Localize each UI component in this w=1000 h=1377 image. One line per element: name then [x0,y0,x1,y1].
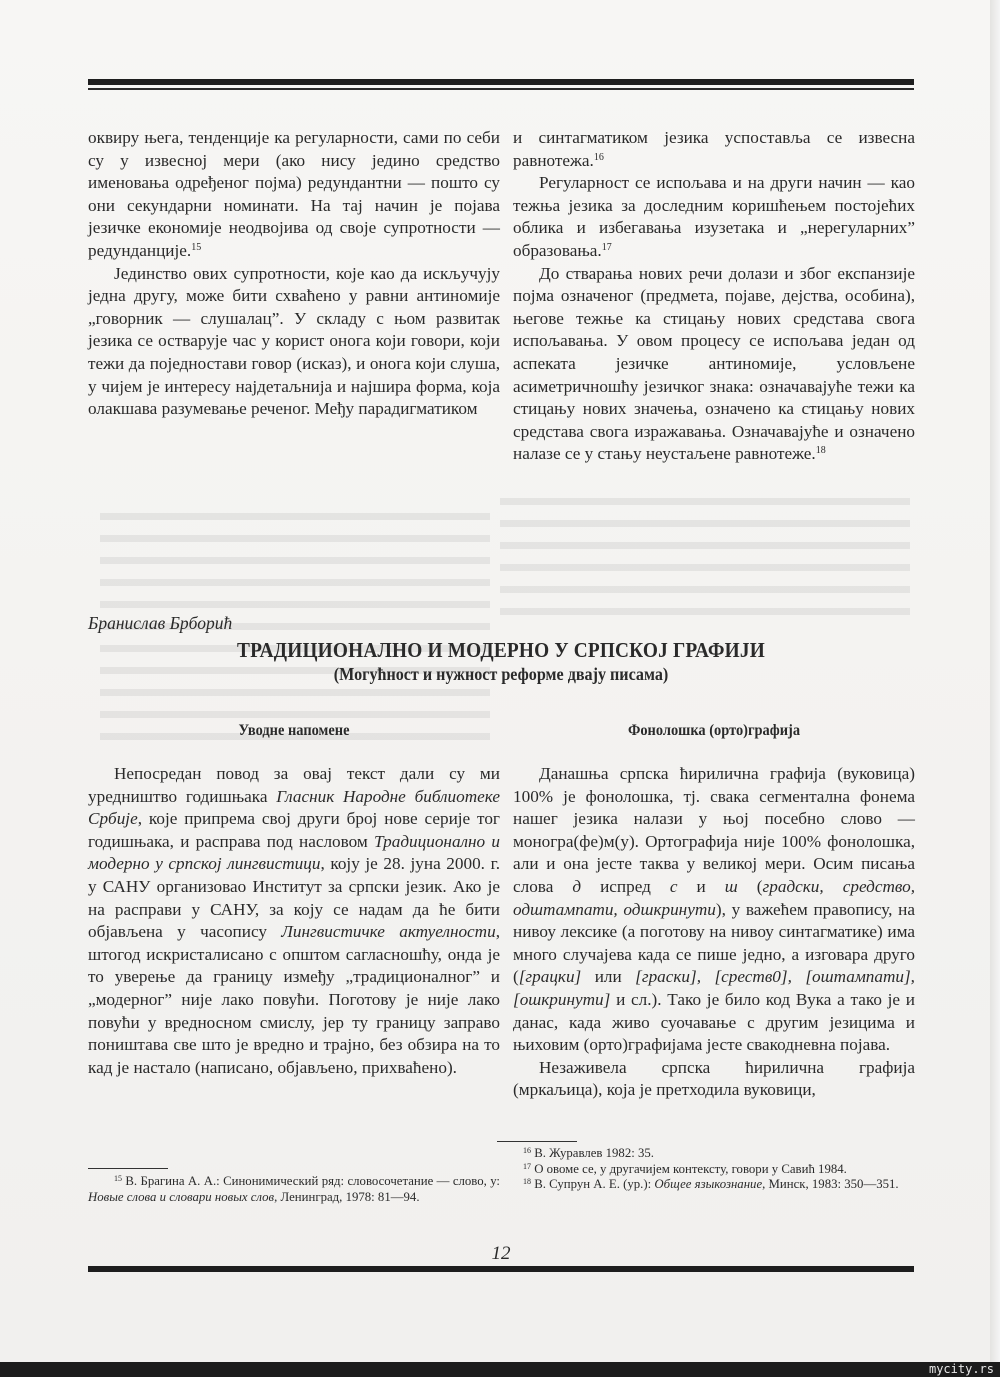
bottom-right-column [513,763,915,1102]
italic-text: с [669,876,678,896]
footnote-ref: 17 [601,241,612,253]
page-edge-shadow [990,0,1000,1362]
footnote-ref: 15 [114,1174,122,1183]
footnote [497,1177,910,1193]
footnote-ref: 17 [523,1161,531,1171]
footnote-ref: 16 [593,151,604,163]
body-text: В. Супрун А. Е. (ур.): [531,1177,655,1191]
footnote [497,1162,910,1178]
show-through-text [500,490,910,620]
body-text: В. Брагина А. А.: Синонимический ряд: словосочетание — слово, у: [122,1174,500,1188]
footnote [88,1174,500,1205]
paragraph [88,763,500,1079]
italic-text: Новые слова и словари новых слов [88,1189,275,1204]
header-rule-thick [88,79,914,85]
top-left-column [88,127,500,421]
body-text: испред [581,876,670,896]
section-heading-introduction: Уводне напомене [238,722,350,739]
footnote-ref: 18 [523,1177,531,1186]
italic-text: градски, средство, одштампати, одшкринути [513,876,916,919]
section-heading-phonological-orthography: Фонолошка (орто)графија [627,722,801,739]
footnote-separator-right [497,1141,577,1142]
footnotes-right [497,1146,910,1193]
body-text: и [677,876,725,896]
italic-text: [граски], [среств0], [оштампати], [ошкринути] [513,967,915,1009]
paragraph [513,1057,915,1102]
footnote [497,1146,910,1162]
paragraph [513,127,915,172]
body-text: В. Журавлев 1982: 35. [531,1146,654,1160]
body-text: Јединство ових супротности, које као да искључују једна другу, може бити схваћено у равни антиномије „говорник — слушалац”. У складу с њом развитак језика се остварује час у корист онога који говори, који тежи да поједностави говор (исказ), и онога који слуша, у чијем је интересу најдетаљнија и најшира форма, која олакшава разумевање реченог. Међу парадигматиком [88,263,500,419]
italic-text: Гласник Народне библиотеке Србије [88,786,500,829]
article-title: ТРАДИЦИОНАЛНО И МОДЕРНО У СРПСКОЈ ГРАФИЈИ [237,638,765,662]
article-author: Бранислав Брборић [88,613,233,633]
body-text: ( [737,876,763,896]
body-text: Непосредан повод за овај текст дали су ми уредништво годишњака [88,764,500,806]
page-number: 12 [491,1243,511,1264]
footnotes-left [88,1174,500,1205]
body-text: До стварања нових речи долази и због експанзије појма означеног (предмета, појаве, дејства, особина), његове тежње ка стицању нових средстава свога испољавања. У овом процесу се испољава један од аспеката језичке антиномије, условљене асиметричношћу језичког знака: означавајуће тежи ка стицању нових значења, означено ка стицању нових средстава свога изражавања. Означавајуће и означено налазе се у стању неустаљене равнотеже. [513,263,915,464]
italic-text: Традиционално и модерно у српској лингвистици [88,831,501,874]
scan-bottom-edge [0,1362,1000,1377]
paragraph [88,263,500,421]
body-text: Незаживела српска ћирилична графија (мркаљица), која је претходила вуковици, [513,1057,915,1100]
italic-text: д [572,876,582,896]
body-text: Регуларност се испољава и на други начин — као тежња језика за доследним коришћењем постојећих облика и избегавања изузетака и „нерегуларних” образовања. [513,173,915,260]
footnote-ref: 18 [815,445,826,457]
body-text: Данашња српска ћирилична графија (вуковица) 100% је фонолошка, тј. свака сегментална фонема нашег језика налази у њој посебно слово — моногра(фе)м(у). Ортографија није 100% фонолошка, али и она јесте таква у великој мери. Осим писања слова [513,764,915,896]
paragraph [513,263,915,466]
italic-text: Лингвистичке актуелности [281,922,496,942]
italic-text: ш [724,876,738,896]
watermark: mycity.rs [928,1362,994,1376]
body-text: и сл.). Тако је било код Вука а тако је и данас, када живо суочавање с другим језицима и њиховим (орто)графијама јесте свакодневна појава. [513,989,915,1055]
bottom-left-column [88,763,500,1079]
paragraph [513,763,915,1057]
italic-text: Общее языкознание [654,1177,763,1191]
footer-rule [88,1266,914,1272]
body-text: ), у важећем правопису, на нивоу лексике (а поготову на нивоу синтагматике) има много случајева када се пише једно, а изговара друго ( [513,899,915,987]
body-text: или [581,967,636,987]
body-text: , коју је 28. јуна 2000. г. у САНУ организовао Институт за српски језик. Ако је на расправи у САНУ, за коју се надам да ће бити објављена у часопису [88,854,500,942]
paragraph [513,172,915,262]
body-text: оквиру њега, тенденције ка регуларности, сами по себи су у извесној мери (ако нису једино средство именовања одређеног појма) редундантни — пошто су они секундарни номинати. На тај начин је појава језичке економије неодвојива од своје супротности — редунданције. [88,128,500,260]
footnote-separator-left [88,1168,168,1169]
paragraph [88,127,500,263]
top-right-column [513,127,915,466]
footnote-ref: 15 [191,241,202,253]
body-text: О овоме се, у другачијем контексту, говори у Савић 1984. [531,1161,847,1176]
italic-text: [грацки] [518,967,582,987]
body-text: , штогод искристалисано с општом сагласношћу, онда је то уверење да границу између „традиционалног” и „модерног” није лако повући. Поготову је није лако повући у вредносном смислу, јер ту границу заправо поништава све што је вредно и трајно, без обзира на то кад је настало (написано, објављено, прихваћено). [88,922,500,1077]
body-text: , Ленинград, 1978: 81—94. [274,1189,420,1204]
body-text: и синтагматиком језика успоставља се извесна равнотежа. [513,128,915,170]
body-text: , које припрема свој други број нове серије тог годишњака, и расправа под насловом [88,809,500,851]
header-rule-thin [88,88,914,90]
article-subtitle: (Могућност и нужност реформе двају писама) [333,664,669,684]
footnote-ref: 16 [523,1146,531,1155]
body-text: , Минск, 1983: 350—351. [762,1177,899,1191]
